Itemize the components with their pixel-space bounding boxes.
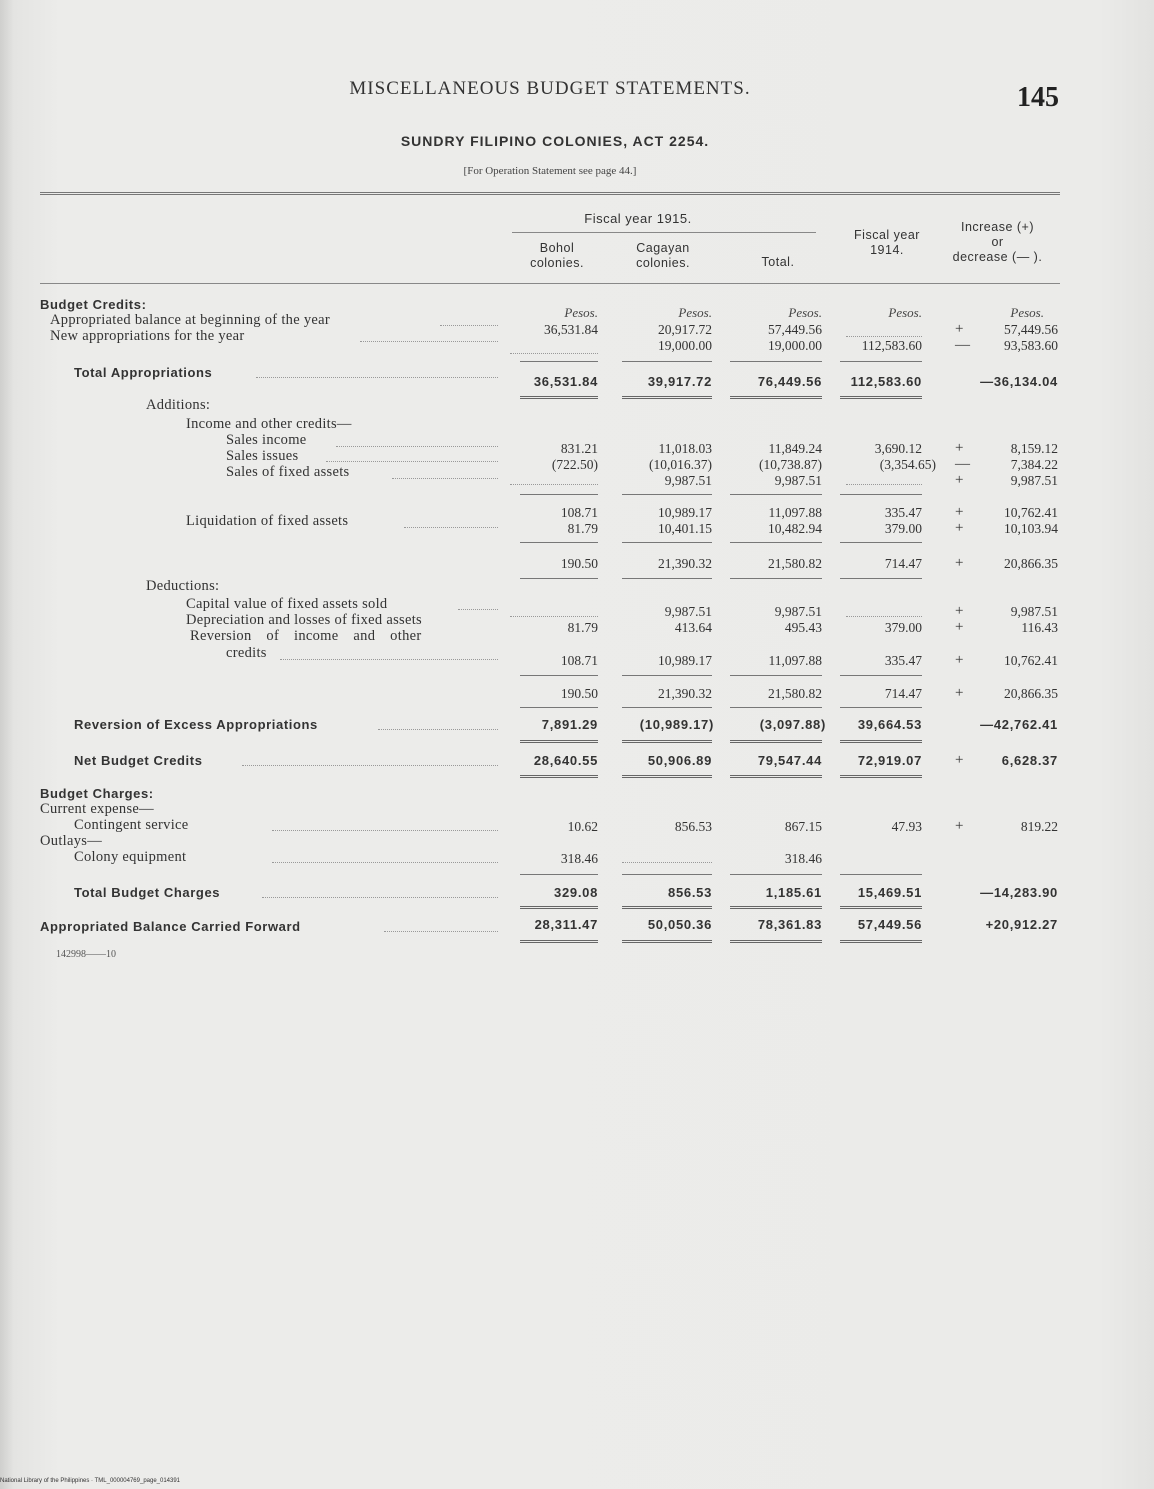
sum-rule	[520, 361, 598, 362]
page-number: 145	[1017, 82, 1059, 113]
cell-total: 11,849.24	[768, 441, 822, 456]
leader-dots	[272, 862, 498, 863]
total-rule	[730, 940, 822, 943]
cell-bohol: 108.71	[560, 505, 598, 520]
table-header-rule	[40, 283, 1060, 284]
row-label: Contingent service	[74, 817, 189, 833]
cell-cagayan: 20,917.72	[658, 322, 712, 337]
leader-dots	[384, 931, 498, 932]
cell-change: 10,762.41	[1004, 505, 1058, 520]
sum-rule	[730, 707, 822, 708]
cell-cagayan: 9,987.51	[664, 473, 712, 488]
row-label: Appropriated balance at beginning of the year	[50, 312, 331, 328]
cell-change: 20,866.35	[1004, 556, 1058, 571]
cell-change: 819.22	[1020, 819, 1058, 834]
sum-rule	[622, 494, 712, 495]
scan-credit: National Library of the Philippines · TML_000004769_page_014391	[0, 1478, 181, 1484]
row-label: Total Budget Charges	[74, 885, 221, 900]
cell-change: —14,283.90	[980, 885, 1058, 900]
cell-bohol: 36,531.84	[533, 374, 598, 389]
cell-fy1914: 379.00	[884, 620, 922, 635]
row-label: Sales of fixed assets	[226, 464, 350, 480]
cell-fy1914: 112,583.60	[861, 338, 922, 353]
cell-total: 9,987.51	[774, 473, 822, 488]
fy1914-header: Fiscal year 1914.	[854, 228, 920, 257]
cell-bohol: 190.50	[560, 686, 598, 701]
row-label: Liquidation of fixed assets	[186, 513, 349, 529]
sum-rule	[840, 361, 922, 362]
table-top-rule	[40, 192, 1060, 195]
cell-change: +20,912.27	[985, 917, 1058, 932]
total-rule	[520, 940, 598, 943]
change-sign: +	[955, 555, 964, 571]
total-header: Total.	[761, 255, 795, 269]
sum-rule	[730, 675, 822, 676]
total-rule	[622, 775, 712, 778]
cell-total: 867.15	[784, 819, 822, 834]
total-rule	[520, 906, 598, 909]
sum-rule	[730, 361, 822, 362]
leader-dots	[360, 341, 498, 342]
sum-rule	[622, 874, 712, 875]
leader-dots	[846, 336, 922, 337]
bohol-header: Bohol colonies.	[530, 241, 584, 270]
cell-bohol: (722.50)	[551, 457, 598, 472]
total-rule	[730, 740, 822, 743]
leader-dots	[510, 616, 598, 617]
cell-cagayan: (10,989.17)	[639, 717, 714, 732]
total-rule	[622, 906, 712, 909]
cell-change: 20,866.35	[1004, 686, 1058, 701]
sum-rule	[622, 578, 712, 579]
sum-rule	[840, 874, 922, 875]
row-label: Deductions:	[146, 578, 220, 594]
cell-total: 318.46	[784, 851, 822, 866]
row-label: Appropriated Balance Carried Forward	[40, 919, 301, 934]
leader-dots	[326, 461, 498, 462]
sum-rule	[730, 578, 822, 579]
change-sign: +	[955, 652, 964, 668]
row-label: Reversion of income and other	[190, 628, 422, 644]
cell-bohol: 318.46	[560, 851, 598, 866]
cell-total: 1,185.61	[765, 885, 822, 900]
unit-total: Pesos.	[788, 305, 822, 320]
cell-cagayan: 19,000.00	[658, 338, 712, 353]
cell-cagayan: 9,987.51	[664, 604, 712, 619]
change-sign: +	[955, 619, 964, 635]
row-label: Current expense—	[40, 801, 154, 817]
row-label: Capital value of fixed assets sold	[186, 596, 388, 612]
total-rule	[840, 775, 922, 778]
total-rule	[840, 906, 922, 909]
cell-cagayan: 50,050.36	[647, 917, 712, 932]
change-sign: +	[955, 752, 964, 768]
sum-rule	[520, 494, 598, 495]
total-rule	[520, 775, 598, 778]
cell-total: 10,482.94	[768, 521, 822, 536]
leader-dots	[510, 353, 598, 354]
cell-total: 11,097.88	[768, 653, 822, 668]
unit-bohol: Pesos.	[564, 305, 598, 320]
leader-dots	[262, 897, 498, 898]
cell-bohol: 36,531.84	[544, 322, 598, 337]
total-rule	[520, 740, 598, 743]
sum-rule	[840, 542, 922, 543]
change-sign: +	[955, 504, 964, 520]
change-sign: +	[955, 472, 964, 488]
cell-total: 11,097.88	[768, 505, 822, 520]
cell-cagayan: 10,401.15	[658, 521, 712, 536]
cell-bohol: 81.79	[567, 521, 598, 536]
sum-rule	[730, 494, 822, 495]
change-sign: +	[955, 321, 964, 337]
cell-cagayan: 856.53	[674, 819, 712, 834]
change-header: Increase (+) or decrease (— ).	[952, 220, 1043, 264]
cell-cagayan: 856.53	[668, 885, 712, 900]
cell-fy1914: 47.93	[891, 819, 922, 834]
sum-rule	[520, 874, 598, 875]
sum-rule	[840, 707, 922, 708]
change-sign: +	[955, 520, 964, 536]
leader-dots	[280, 659, 498, 660]
sum-rule	[840, 675, 922, 676]
cell-change: 10,762.41	[1004, 653, 1058, 668]
row-label: Outlays—	[40, 833, 103, 849]
leader-dots	[272, 830, 498, 831]
row-label: Sales income	[226, 432, 307, 448]
cell-change: —42,762.41	[980, 717, 1058, 732]
total-rule	[622, 396, 712, 399]
unit-change: Pesos.	[1010, 305, 1044, 320]
cell-total: 76,449.56	[757, 374, 822, 389]
total-rule	[622, 740, 712, 743]
cell-bohol: 7,891.29	[541, 717, 598, 732]
cell-bohol: 329.08	[554, 885, 598, 900]
total-rule	[730, 906, 822, 909]
leader-dots	[242, 765, 498, 766]
cell-cagayan: 11,018.03	[658, 441, 712, 456]
row-label: Income and other credits—	[186, 416, 352, 432]
row-label: Net Budget Credits	[74, 753, 203, 768]
change-sign: —	[955, 337, 970, 353]
cagayan-header: Cagayan colonies.	[636, 241, 690, 270]
leader-dots	[378, 729, 498, 730]
cell-total: (3,097.88)	[759, 717, 826, 732]
cell-change: 8,159.12	[1010, 441, 1058, 456]
row-label: Additions:	[146, 397, 211, 413]
leader-dots	[846, 484, 922, 485]
sum-rule	[622, 361, 712, 362]
cell-change: 10,103.94	[1004, 521, 1058, 536]
section-note: [For Operation Statement see page 44.]	[463, 165, 637, 177]
leader-dots	[622, 862, 712, 863]
cell-change: 93,583.60	[1004, 338, 1058, 353]
cell-bohol: 10.62	[567, 819, 598, 834]
leader-dots	[846, 616, 922, 617]
change-sign: +	[955, 818, 964, 834]
cell-total: 495.43	[784, 620, 822, 635]
leader-dots	[510, 484, 598, 485]
sum-rule	[520, 707, 598, 708]
cell-fy1914: 15,469.51	[857, 885, 922, 900]
unit-cagayan: Pesos.	[678, 305, 712, 320]
cell-total: 19,000.00	[768, 338, 822, 353]
cell-total: 21,580.82	[768, 686, 822, 701]
cell-fy1914: 72,919.07	[857, 753, 922, 768]
cell-bohol: 108.71	[560, 653, 598, 668]
cell-fy1914: 57,449.56	[857, 917, 922, 932]
cell-cagayan: 39,917.72	[647, 374, 712, 389]
sum-rule	[520, 675, 598, 676]
cell-change: 57,449.56	[1004, 322, 1058, 337]
cell-total: 78,361.83	[757, 917, 822, 932]
total-rule	[622, 940, 712, 943]
cell-fy1914: 39,664.53	[857, 717, 922, 732]
leader-dots	[440, 325, 498, 326]
cell-bohol: 831.21	[560, 441, 598, 456]
sum-rule	[520, 542, 598, 543]
cell-fy1914: 379.00	[884, 521, 922, 536]
cell-fy1914: 3,690.12	[874, 441, 922, 456]
sum-rule	[840, 494, 922, 495]
cell-cagayan: 50,906.89	[647, 753, 712, 768]
cell-cagayan: 21,390.32	[658, 556, 712, 571]
row-label: Reversion of Excess Appropriations	[74, 717, 318, 732]
row-label: Budget Charges:	[40, 786, 154, 801]
unit-fy1914: Pesos.	[888, 305, 922, 320]
cell-change: 6,628.37	[1001, 753, 1058, 768]
leader-dots	[256, 377, 498, 378]
cell-bohol: 28,640.55	[533, 753, 598, 768]
cell-change: 116.43	[1021, 620, 1058, 635]
row-label: Sales issues	[226, 448, 299, 464]
sum-rule	[730, 542, 822, 543]
cell-total: (10,738.87)	[759, 457, 822, 472]
cell-change: 9,987.51	[1010, 473, 1058, 488]
cell-cagayan: 10,989.17	[658, 653, 712, 668]
cell-change: —36,134.04	[980, 374, 1058, 389]
cell-change: 9,987.51	[1010, 604, 1058, 619]
cell-cagayan: 10,989.17	[658, 505, 712, 520]
row-label: credits	[226, 645, 267, 661]
cell-fy1914: (3,354.65)	[879, 457, 936, 472]
row-label: Depreciation and losses of fixed assets	[186, 612, 422, 628]
change-sign: +	[955, 440, 964, 456]
cell-bohol: 28,311.47	[534, 917, 598, 932]
total-rule	[840, 396, 922, 399]
leader-dots	[458, 609, 498, 610]
cell-cagayan: (10,016.37)	[649, 457, 712, 472]
sum-rule	[622, 675, 712, 676]
total-rule	[730, 396, 822, 399]
fiscal-year-1915-header: Fiscal year 1915.	[584, 211, 692, 226]
fiscal-1915-underline	[512, 232, 816, 233]
sum-rule	[730, 874, 822, 875]
cell-fy1914: 335.47	[884, 505, 922, 520]
row-label: New appropriations for the year	[50, 328, 245, 344]
leader-dots	[392, 478, 498, 479]
cell-fy1914: 714.47	[884, 556, 922, 571]
total-rule	[520, 396, 598, 399]
cell-bohol: 190.50	[560, 556, 598, 571]
cell-cagayan: 21,390.32	[658, 686, 712, 701]
leader-dots	[336, 446, 498, 447]
cell-total: 21,580.82	[768, 556, 822, 571]
change-sign: —	[955, 456, 970, 472]
row-label: Total Appropriations	[74, 365, 213, 380]
cell-cagayan: 413.64	[674, 620, 712, 635]
running-title: MISCELLANEOUS BUDGET STATEMENTS.	[349, 78, 751, 99]
sum-rule	[622, 707, 712, 708]
cell-total: 57,449.56	[768, 322, 822, 337]
cell-bohol: 81.79	[567, 620, 598, 635]
printer-code: 142998——10	[56, 949, 116, 960]
total-rule	[840, 940, 922, 943]
sum-rule	[622, 542, 712, 543]
sum-rule	[520, 578, 598, 579]
cell-total: 79,547.44	[757, 753, 822, 768]
row-label: Colony equipment	[74, 849, 187, 865]
change-sign: +	[955, 685, 964, 701]
change-sign: +	[955, 603, 964, 619]
cell-change: 7,384.22	[1010, 457, 1058, 472]
section-title: SUNDRY FILIPINO COLONIES, ACT 2254.	[400, 133, 710, 149]
cell-fy1914: 714.47	[884, 686, 922, 701]
leader-dots	[404, 527, 498, 528]
total-rule	[730, 775, 822, 778]
sum-rule	[840, 578, 922, 579]
cell-fy1914: 335.47	[884, 653, 922, 668]
total-rule	[840, 740, 922, 743]
row-label: Budget Credits:	[40, 297, 147, 312]
cell-fy1914: 112,583.60	[850, 374, 922, 389]
cell-total: 9,987.51	[774, 604, 822, 619]
